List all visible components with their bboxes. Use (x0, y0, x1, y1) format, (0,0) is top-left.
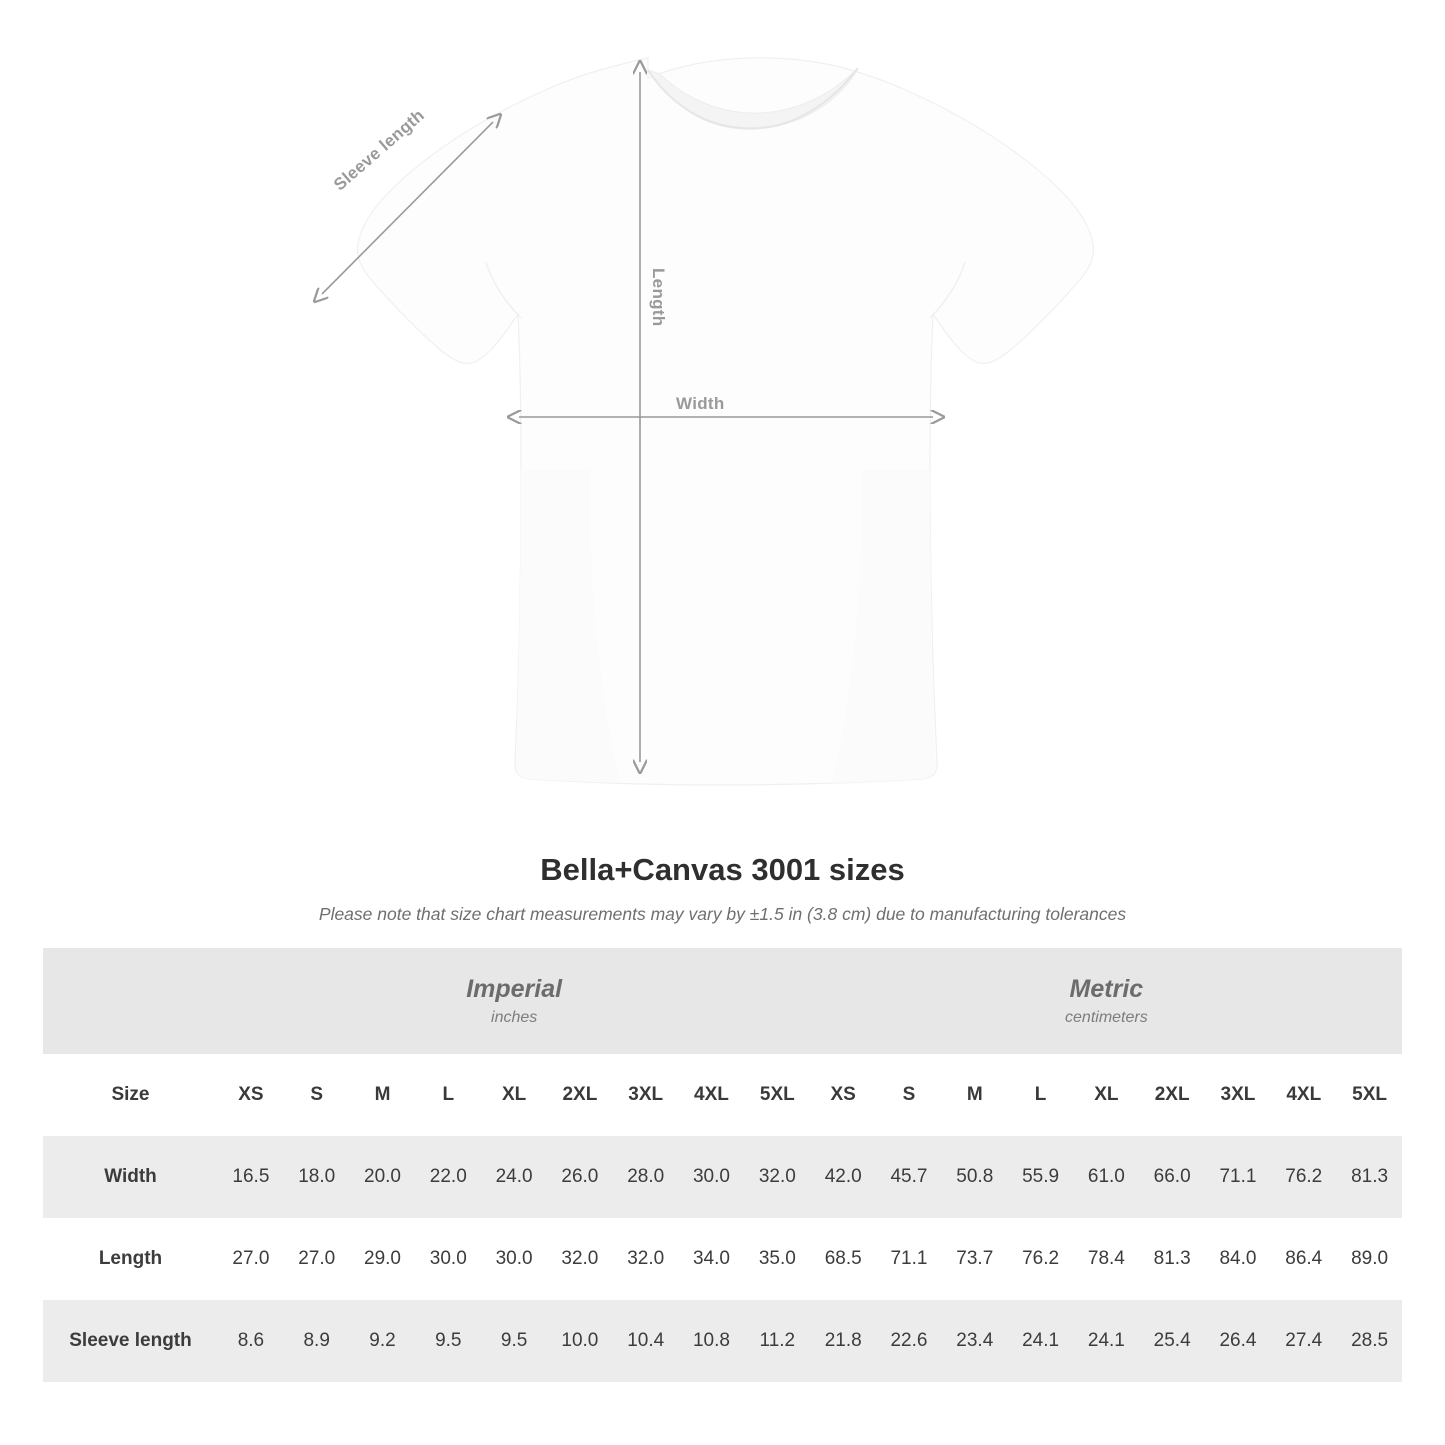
row-label-width: Width (43, 1136, 218, 1218)
cell-sleeve-imperial-xl: 9.5 (481, 1300, 547, 1382)
cell-length-imperial-4xl: 34.0 (679, 1218, 745, 1300)
cell-sleeve-metric-xl: 24.1 (1073, 1300, 1139, 1382)
unit-sub-metric: centimeters (1065, 1008, 1148, 1026)
cell-length-imperial-3xl: 32.0 (613, 1218, 679, 1300)
cell-sleeve-imperial-m: 9.2 (350, 1300, 416, 1382)
cell-width-imperial-l: 22.0 (415, 1136, 481, 1218)
cell-width-imperial-3xl: 28.0 (613, 1136, 679, 1218)
header-imperial-xl: XL (481, 1054, 547, 1136)
page-title: Bella+Canvas 3001 sizes (540, 852, 905, 887)
cell-length-metric-l: 76.2 (1008, 1218, 1074, 1300)
cell-sleeve-imperial-3xl: 10.4 (613, 1300, 679, 1382)
cell-width-metric-xl: 61.0 (1073, 1136, 1139, 1218)
cell-width-metric-l: 55.9 (1008, 1136, 1074, 1218)
unit-title-metric: Metric (1069, 975, 1144, 1004)
cell-sleeve-imperial-xs: 8.6 (218, 1300, 284, 1382)
cell-length-metric-xl: 78.4 (1073, 1218, 1139, 1300)
table-row (43, 1300, 1402, 1382)
size-table-container (43, 948, 1402, 1382)
header-imperial-m: M (350, 1054, 416, 1136)
cell-length-metric-4xl: 86.4 (1271, 1218, 1337, 1300)
cell-sleeve-metric-l: 24.1 (1008, 1300, 1074, 1382)
table-row (43, 1136, 1402, 1218)
cell-width-metric-2xl: 66.0 (1139, 1136, 1205, 1218)
cell-length-metric-5xl: 89.0 (1337, 1218, 1403, 1300)
header-metric-xs: XS (810, 1054, 876, 1136)
cell-length-imperial-s: 27.0 (284, 1218, 350, 1300)
cell-width-metric-m: 50.8 (942, 1136, 1008, 1218)
header-metric-5xl: 5XL (1337, 1054, 1403, 1136)
cell-length-imperial-xs: 27.0 (218, 1218, 284, 1300)
cell-length-metric-s: 71.1 (876, 1218, 942, 1300)
cell-sleeve-metric-5xl: 28.5 (1337, 1300, 1403, 1382)
header-imperial-l: L (415, 1054, 481, 1136)
cell-sleeve-metric-m: 23.4 (942, 1300, 1008, 1382)
size-table (43, 948, 1402, 1382)
cell-width-metric-3xl: 71.1 (1205, 1136, 1271, 1218)
header-metric-m: M (942, 1054, 1008, 1136)
cell-length-metric-xs: 68.5 (810, 1218, 876, 1300)
table-row (43, 1218, 1402, 1300)
header-imperial-3xl: 3XL (613, 1054, 679, 1136)
size-header-row (43, 1054, 1402, 1136)
cell-width-metric-5xl: 81.3 (1337, 1136, 1403, 1218)
cell-sleeve-metric-s: 22.6 (876, 1300, 942, 1382)
header-imperial-s: S (284, 1054, 350, 1136)
row-label-sleeve-length: Sleeve length (43, 1300, 218, 1382)
cell-width-imperial-5xl: 32.0 (744, 1136, 810, 1218)
header-size: Size (43, 1054, 218, 1136)
cell-length-imperial-l: 30.0 (415, 1218, 481, 1300)
row-label-length: Length (43, 1218, 218, 1300)
cell-width-imperial-m: 20.0 (350, 1136, 416, 1218)
cell-width-metric-xs: 42.0 (810, 1136, 876, 1218)
cell-sleeve-metric-2xl: 25.4 (1139, 1300, 1205, 1382)
header-imperial-4xl: 4XL (679, 1054, 745, 1136)
shirt-shape (358, 58, 1094, 785)
header-metric-2xl: 2XL (1139, 1054, 1205, 1136)
cell-width-metric-4xl: 76.2 (1271, 1136, 1337, 1218)
cell-length-imperial-2xl: 32.0 (547, 1218, 613, 1300)
cell-width-imperial-s: 18.0 (284, 1136, 350, 1218)
cell-length-metric-3xl: 84.0 (1205, 1218, 1271, 1300)
unit-sub-imperial: inches (491, 1008, 538, 1026)
cell-length-imperial-m: 29.0 (350, 1218, 416, 1300)
cell-width-imperial-xl: 24.0 (481, 1136, 547, 1218)
cell-length-metric-m: 73.7 (942, 1218, 1008, 1300)
sleeve-length-label: Sleeve length (330, 105, 429, 195)
unit-title-imperial: Imperial (466, 975, 563, 1004)
cell-length-imperial-5xl: 35.0 (744, 1218, 810, 1300)
unit-header-metric (810, 948, 1402, 1054)
unit-header-row (43, 948, 1402, 1054)
length-label: Length (649, 268, 668, 327)
header-metric-3xl: 3XL (1205, 1054, 1271, 1136)
header-metric-l: L (1008, 1054, 1074, 1136)
header-metric-xl: XL (1073, 1054, 1139, 1136)
tolerance-note: Please note that size chart measurements may vary by ±1.5 in (3.8 cm) due to manufacturing tolerances (318, 904, 1127, 924)
header-metric-s: S (876, 1054, 942, 1136)
cell-sleeve-metric-4xl: 27.4 (1271, 1300, 1337, 1382)
header-imperial-5xl: 5XL (744, 1054, 810, 1136)
cell-sleeve-imperial-s: 8.9 (284, 1300, 350, 1382)
cell-sleeve-imperial-2xl: 10.0 (547, 1300, 613, 1382)
cell-sleeve-metric-xs: 21.8 (810, 1300, 876, 1382)
header-imperial-xs: XS (218, 1054, 284, 1136)
header-metric-4xl: 4XL (1271, 1054, 1337, 1136)
cell-width-metric-s: 45.7 (876, 1136, 942, 1218)
cell-width-imperial-2xl: 26.0 (547, 1136, 613, 1218)
unit-header-spacer (43, 948, 218, 1054)
cell-sleeve-imperial-4xl: 10.8 (679, 1300, 745, 1382)
cell-length-imperial-xl: 30.0 (481, 1218, 547, 1300)
cell-length-metric-2xl: 81.3 (1139, 1218, 1205, 1300)
cell-width-imperial-4xl: 30.0 (679, 1136, 745, 1218)
cell-sleeve-metric-3xl: 26.4 (1205, 1300, 1271, 1382)
cell-sleeve-imperial-5xl: 11.2 (744, 1300, 810, 1382)
width-label: Width (676, 394, 725, 413)
header-imperial-2xl: 2XL (547, 1054, 613, 1136)
unit-header-imperial (218, 948, 810, 1054)
cell-sleeve-imperial-l: 9.5 (415, 1300, 481, 1382)
cell-width-imperial-xs: 16.5 (218, 1136, 284, 1218)
